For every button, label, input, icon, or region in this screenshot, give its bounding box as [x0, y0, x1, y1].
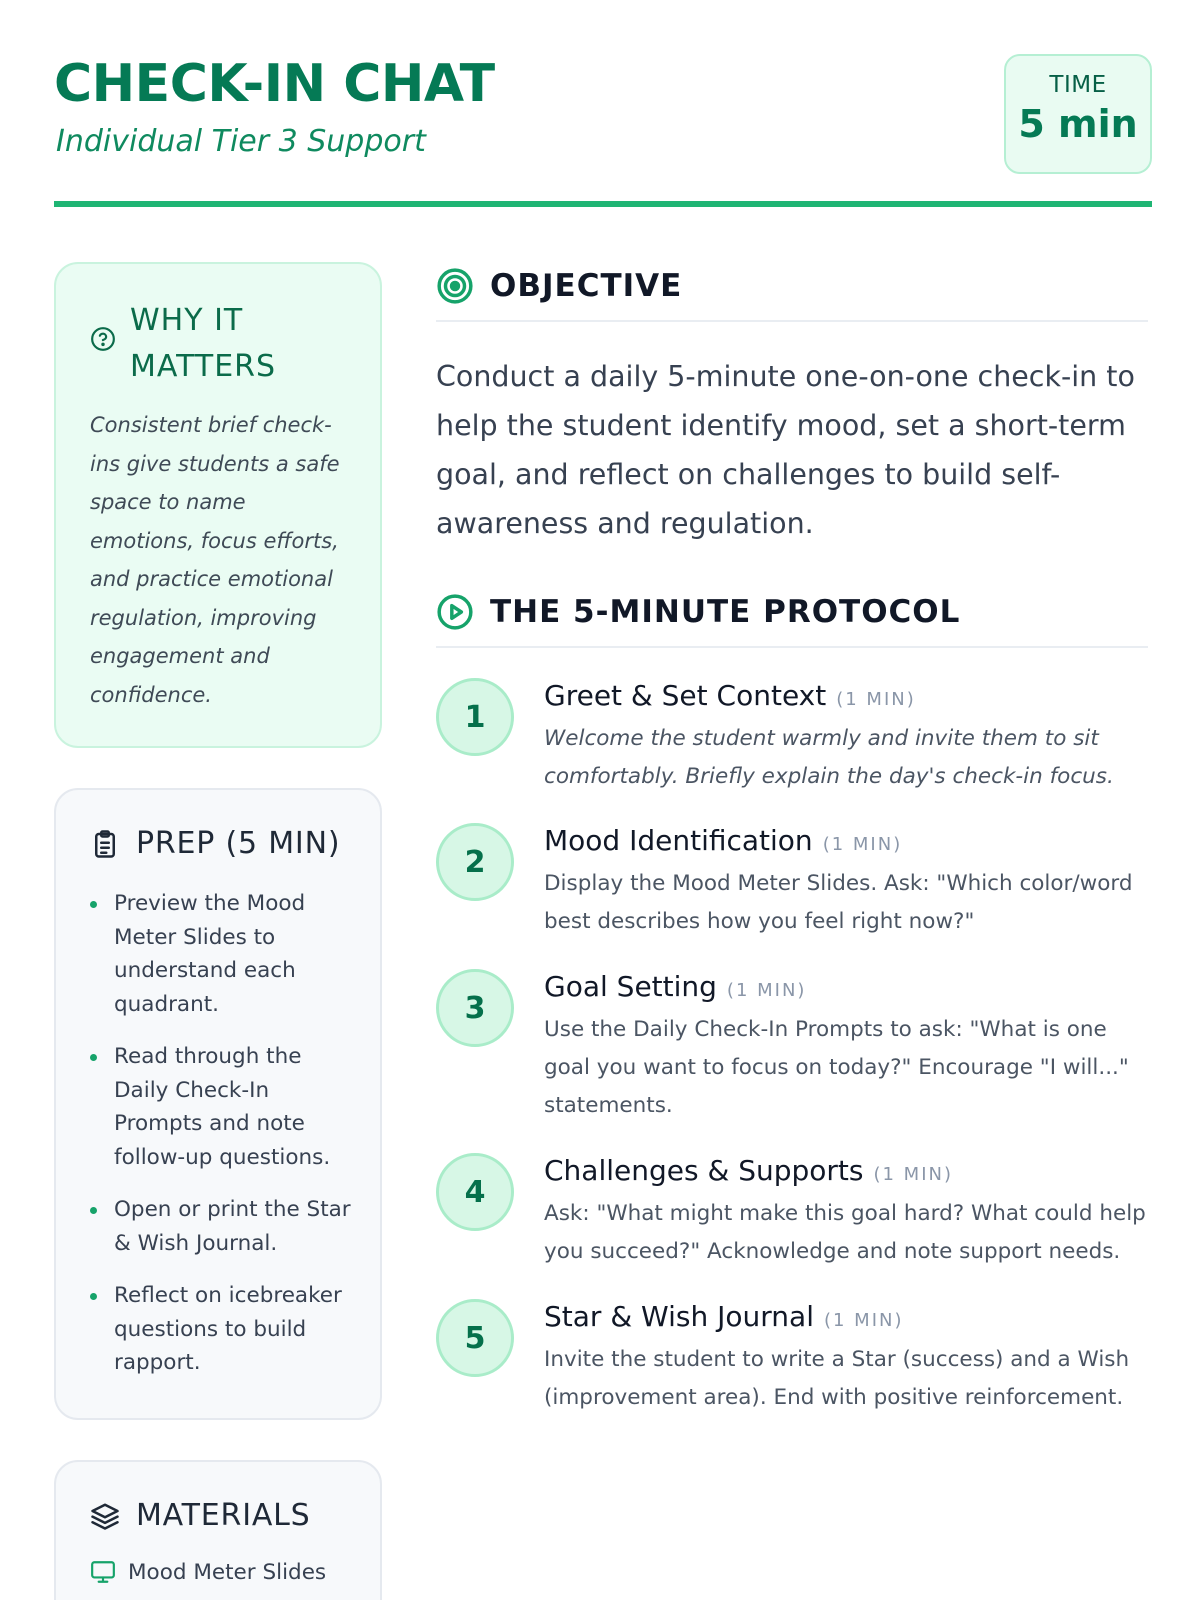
step-title-row [544, 969, 1148, 1009]
bullet-icon [90, 1054, 97, 1061]
materials-header [90, 1498, 354, 1533]
play-circle-icon [436, 593, 474, 631]
prep-item-text: Open or print the Star & Wish Journal. [114, 1197, 351, 1256]
time-badge [1004, 54, 1152, 174]
materials-title: MATERIALS [136, 1498, 311, 1533]
clipboard-list-icon [90, 829, 120, 859]
prep-item-text: Reflect on icebreaker questions to build rapport. [114, 1283, 342, 1375]
protocol-step [436, 823, 1148, 969]
page-header [54, 0, 1152, 207]
step-duration: (1 MIN) [822, 834, 903, 855]
step-description: Invite the student to write a Star (success) and a Wish (improvement area). End with positive reinforcement. [544, 1347, 1130, 1410]
step-number: 4 [436, 1153, 514, 1231]
step-number: 3 [436, 969, 514, 1047]
step-title: Goal Setting [544, 970, 717, 1003]
step-title: Greet & Set Context [544, 679, 827, 712]
prep-list [90, 887, 354, 1380]
time-label: TIME [1049, 72, 1107, 98]
prep-item [90, 887, 354, 1021]
step-description: Display the Mood Meter Slides. Ask: "Which color/word best describes how you feel right now?" [544, 871, 1133, 934]
protocol-step [436, 1299, 1148, 1429]
step-duration: (1 MIN) [873, 1164, 954, 1185]
prep-item-text: Preview the Mood Meter Slides to understand each quadrant. [114, 891, 306, 1017]
step-title-row [544, 1153, 1148, 1193]
step-description: Welcome the student warmly and invite them to sit comfortably. Briefly explain the day's check-in focus. [544, 726, 1114, 789]
why-title-line1: WHY IT [130, 303, 244, 338]
step-duration: (1 MIN) [836, 689, 916, 710]
prep-card [54, 788, 382, 1420]
step-duration: (1 MIN) [823, 1310, 904, 1331]
step-duration: (1 MIN) [726, 980, 807, 1001]
why-text: Consistent brief check-ins give students a safe space to name emotions, focus efforts, and practice emotional regulation, improving engagement and confidence. [90, 413, 340, 707]
page-subtitle: Individual Tier 3 Support [56, 124, 426, 159]
target-icon [436, 267, 474, 305]
monitor-icon [90, 1559, 116, 1585]
bullet-icon [90, 1293, 97, 1300]
prep-item [90, 1040, 354, 1174]
materials-card [54, 1460, 382, 1600]
protocol-step [436, 678, 1148, 823]
step-description: Use the Daily Check-In Prompts to ask: "What is one goal you want to focus on today?" Encourage "I will..." statements. [544, 1017, 1129, 1118]
step-title: Challenges & Supports [544, 1154, 864, 1187]
bullet-icon [90, 901, 97, 908]
page-title: CHECK-IN CHAT [54, 54, 495, 114]
protocol-steps [436, 678, 1148, 1429]
prep-title: PREP (5 MIN) [136, 826, 341, 861]
why-title-line2: MATTERS [130, 349, 277, 384]
why-it-matters-card [54, 262, 382, 748]
protocol-header [436, 588, 1148, 648]
objective-title: OBJECTIVE [490, 268, 683, 304]
sidebar [54, 262, 382, 1600]
prep-item [90, 1279, 354, 1380]
help-circle-icon [90, 326, 116, 352]
step-title: Star & Wish Journal [544, 1300, 814, 1333]
step-title-row [544, 823, 1148, 863]
material-label: Mood Meter Slides [128, 1559, 327, 1585]
prep-header [90, 826, 354, 861]
layers-icon [90, 1501, 120, 1531]
main-content [436, 262, 1148, 1429]
step-number: 2 [436, 823, 514, 901]
material-item [90, 1559, 354, 1585]
protocol-section [436, 588, 1148, 1429]
step-number: 1 [436, 678, 514, 756]
why-header [90, 298, 348, 390]
prep-item-text: Read through the Daily Check-In Prompts and note follow-up questions. [114, 1044, 331, 1170]
time-value: 5 min [1018, 102, 1138, 146]
bullet-icon [90, 1207, 97, 1214]
step-number: 5 [436, 1299, 514, 1377]
protocol-title: THE 5-MINUTE PROTOCOL [490, 594, 961, 630]
step-title-row [544, 678, 1148, 718]
protocol-step [436, 1153, 1148, 1299]
objective-text: Conduct a daily 5-minute one-on-one check-in to help the student identify mood, set a short-term goal, and reflect on challenges to build self-awareness and regulation. [436, 360, 1135, 540]
objective-header [436, 262, 1148, 322]
prep-item [90, 1193, 354, 1260]
step-description: Ask: "What might make this goal hard? What could help you succeed?" Acknowledge and note support needs. [544, 1201, 1146, 1264]
step-title: Mood Identification [544, 824, 813, 857]
protocol-step [436, 969, 1148, 1153]
step-title-row [544, 1299, 1148, 1339]
